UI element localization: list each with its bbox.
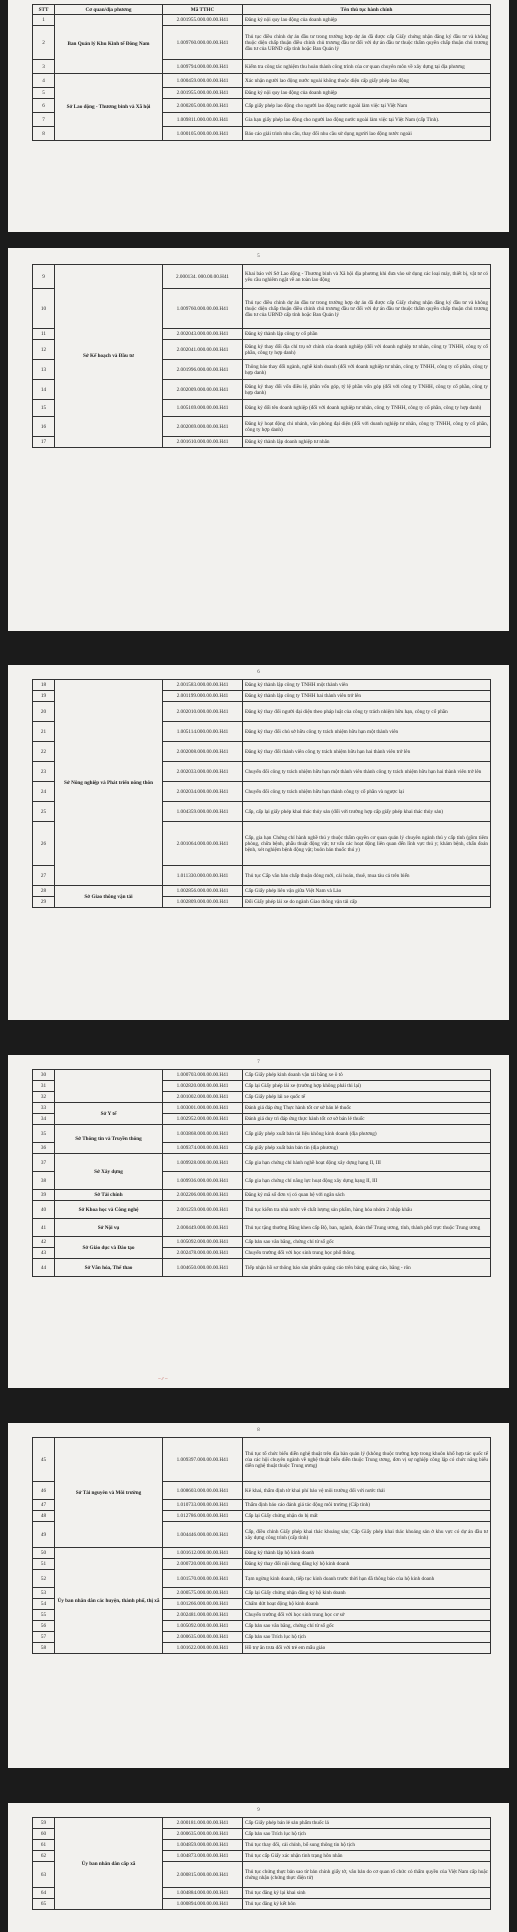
table-row <box>33 1259 491 1277</box>
row-stt: 1 <box>33 15 55 26</box>
row-stt: 32 <box>33 1092 55 1103</box>
row-stt: 53 <box>33 1588 55 1599</box>
row-name: Đăng ký thành lập công ty cổ phần <box>243 329 491 340</box>
row-name: Thủ tục điều chỉnh dự án đầu tư trong trường hợp dự án đã được cấp Giấy chứng nhận đăng ký đầu tư và không thuộc diện chấp thuận điều chỉnh chủ trương đầu tư đối với dự án đầu tư thuộc thẩm quyền chấp thuận chủ trương đầu tư của UBND cấp tỉnh hoặc Ban Quản lý <box>243 26 491 60</box>
row-name: Gia hạn giấy phép lao động cho người lao động nước ngoài làm việc tại Việt Nam (cấp Tỉnh). <box>243 113 491 127</box>
row-stt: 55 <box>33 1610 55 1621</box>
row-stt: 65 <box>33 1899 55 1910</box>
row-stt: 22 <box>33 742 55 762</box>
row-stt: 15 <box>33 400 55 417</box>
row-stt: 50 <box>33 1548 55 1559</box>
row-code: 2.002008.000.00.00.H41 <box>163 742 243 762</box>
row-agency: Sở Nội vụ <box>55 1219 163 1237</box>
row-code: 1.000105.000.00.00.H41 <box>163 127 243 141</box>
row-stt: 10 <box>33 289 55 329</box>
row-stt: 46 <box>33 1482 55 1500</box>
row-stt: 3 <box>33 60 55 74</box>
row-stt: 43 <box>33 1248 55 1259</box>
row-name: Kê khai, thẩm định tờ khai phí bảo vệ môi trường đối với nước thải <box>243 1482 491 1500</box>
row-name: Chấm dứt hoạt động hộ kinh doanh <box>243 1599 491 1610</box>
row-code: 1.002809.000.00.00.H41 <box>163 897 243 908</box>
row-name: Xác nhận người lao động nước ngoài không thuộc diện cấp giấy phép lao động <box>243 74 491 88</box>
row-code: 1.005169.000.00.00.H41 <box>163 400 243 417</box>
row-agency: Ủy ban nhân dân cấp xã <box>55 1818 163 1910</box>
row-name: Thủ tục thay đổi, cải chính, bổ sung thông tin hộ tịch <box>243 1840 491 1851</box>
row-stt: 38 <box>33 1172 55 1190</box>
row-agency: Sở Giao thông vận tải <box>55 886 163 908</box>
row-code: 1.000894.000.00.00.H41 <box>163 1899 243 1910</box>
row-name: Cấp bản sao Trích lục hộ tịch <box>243 1829 491 1840</box>
row-name: Thủ tục tặng thưởng Bằng khen cấp Bộ, ban, ngành, đoàn thể Trung ương, tỉnh, thành phố trực thuộc Trung ương <box>243 1219 491 1237</box>
row-code: 1.009928.000.00.00.H41 <box>163 1154 243 1172</box>
row-name: Kiểm tra công tác nghiệm thu hoàn thành công trình của cơ quan chuyên môn về xây dựng tại địa phương <box>243 60 491 74</box>
row-code: 2.002034.000.00.00.H41 <box>163 782 243 802</box>
procedures-table <box>32 264 491 448</box>
row-stt: 17 <box>33 437 55 448</box>
row-name: Tạm ngừng kinh doanh, tiếp tục kinh doanh trước thời hạn đã thông báo của hộ kinh doanh <box>243 1570 491 1588</box>
row-code: 1.004859.000.00.00.H41 <box>163 1840 243 1851</box>
row-stt: 16 <box>33 417 55 437</box>
row-stt: 28 <box>33 886 55 897</box>
row-code: 1.003868.000.00.00.H41 <box>163 1125 243 1143</box>
row-name: Cấp, điều chỉnh Giấy phép khai thác khoáng sản; Cấp Giấy phép khai thác khoáng sản ở khu vực có dự án đầu tư xây dựng công trình (cấp tỉnh) <box>243 1522 491 1548</box>
document-page <box>8 248 509 631</box>
row-stt: 23 <box>33 762 55 782</box>
procedures-table <box>32 4 491 141</box>
row-stt: 39 <box>33 1190 55 1201</box>
row-stt: 21 <box>33 722 55 742</box>
row-agency: Sở Tài chính <box>55 1190 163 1201</box>
row-stt: 20 <box>33 702 55 722</box>
row-code: 2.000449.000.00.00.H41 <box>163 1219 243 1237</box>
row-code: 2.001002.000.00.00.H41 <box>163 1092 243 1103</box>
procedures-table <box>32 679 491 908</box>
row-code: 1.004884.000.00.00.H41 <box>163 1888 243 1899</box>
row-code: 1.008603.000.00.00.H41 <box>163 1482 243 1500</box>
row-name: Thủ tục đăng ký lại khai sinh <box>243 1888 491 1899</box>
row-stt: 26 <box>33 822 55 866</box>
row-stt: 11 <box>33 329 55 340</box>
row-name: Chuyển đổi công ty trách nhiệm hữu hạn thành công ty cổ phần và ngược lại <box>243 782 491 802</box>
red-ink-mark: ~ ⁄⁄ ~ <box>158 1377 168 1382</box>
row-name: Đăng ký mã số đơn vị có quan hệ với ngân sách <box>243 1190 491 1201</box>
row-name: Đổi Giấy phép lái xe do ngành Giao thông vận tải cấp <box>243 897 491 908</box>
page-number: 8 <box>257 1428 260 1433</box>
row-code: 2.000134. 000.00.00.H41 <box>163 265 243 289</box>
row-code: 2.000575.000.00.00.H41 <box>163 1588 243 1599</box>
row-name: Đăng ký thay đổi vốn điều lệ, phần vốn góp, tỷ lệ phần vốn góp (đối với công ty TNHH, công ty cổ phần, công ty hợp danh) <box>243 380 491 400</box>
row-stt: 36 <box>33 1143 55 1154</box>
row-stt: 35 <box>33 1125 55 1143</box>
row-code: 1.004359.000.00.00.H41 <box>163 802 243 822</box>
row-stt: 48 <box>33 1511 55 1522</box>
row-stt: 62 <box>33 1851 55 1862</box>
row-name: Chuyển trường đối với học sinh trung học phổ thông. <box>243 1248 491 1259</box>
row-name: Thông báo thay đổi ngành, nghề kinh doanh (đối với doanh nghiệp tư nhân, công ty TNHH, công ty cổ phần, công ty hợp danh) <box>243 360 491 380</box>
row-name: Cấp, gia hạn Chứng chỉ hành nghề thú y thuộc thẩm quyền cơ quan quản lý chuyên ngành thú y cấp tỉnh (gồm tiêm phòng, chữa bệnh, phẫu thuật động vật; tư vấn các hoạt động liên quan đến lĩnh vực thú y; khám bệnh, chẩn đoán bệnh, xét nghiệm bệnh động vật; buôn bán thuốc thú y) <box>243 822 491 866</box>
row-code: 1.000459.000.00.00.H41 <box>163 74 243 88</box>
row-code: 2.001583.000.00.00.H41 <box>163 680 243 691</box>
row-stt: 4 <box>33 74 55 88</box>
row-stt: 54 <box>33 1599 55 1610</box>
row-stt: 59 <box>33 1818 55 1829</box>
row-code: 1.003001.000.00.00.H41 <box>163 1103 243 1114</box>
row-code: 2.002033.000.00.00.H41 <box>163 762 243 782</box>
row-code: 2.002009.000.00.00.H41 <box>163 380 243 400</box>
procedures-table <box>32 1437 491 1654</box>
row-agency <box>55 1070 163 1103</box>
row-stt: 37 <box>33 1154 55 1172</box>
row-code: 1.009811.000.00.00.H41 <box>163 113 243 127</box>
row-code: 1.001622.000.00.00.H41 <box>163 1643 243 1654</box>
row-code: 2.001955.000.00.00.H41 <box>163 15 243 26</box>
row-name: Đăng ký thành lập doanh nghiệp tư nhân <box>243 437 491 448</box>
row-stt: 56 <box>33 1621 55 1632</box>
row-stt: 41 <box>33 1219 55 1237</box>
row-stt: 12 <box>33 340 55 360</box>
row-stt: 44 <box>33 1259 55 1277</box>
row-code: 1.004650.000.00.00.H41 <box>163 1259 243 1277</box>
row-stt: 33 <box>33 1103 55 1114</box>
row-code: 1.012786.000.00.00.H41 <box>163 1511 243 1522</box>
row-name: Thủ tục Cấp văn bản chấp thuận đóng mới, cải hoán, thuê, mua tàu cá trên biển <box>243 866 491 886</box>
row-code: 1.001266.000.00.00.H41 <box>163 1599 243 1610</box>
table-row <box>33 1070 491 1081</box>
row-name: Cấp giấy phép lao động cho người lao động nước ngoài làm việc tại Việt Nam <box>243 99 491 113</box>
table-row <box>33 1438 491 1482</box>
row-name: Cấp gia hạn chứng chỉ hành nghề hoạt động xây dựng hạng II, III <box>243 1154 491 1172</box>
row-code: 1.004446.000.00.00.H41 <box>163 1522 243 1548</box>
page-number: 6 <box>257 670 260 675</box>
row-code: 1.010733.000.00.00.H41 <box>163 1500 243 1511</box>
procedures-table <box>32 1817 491 1910</box>
row-name: Cấp lại Giấy phép lái xe (trường hợp không phải thi lại) <box>243 1081 491 1092</box>
row-stt: 47 <box>33 1500 55 1511</box>
row-code: 2.002041.000.00.00.H41 <box>163 340 243 360</box>
row-stt: 40 <box>33 1201 55 1219</box>
row-code: 1.009397.000.00.00.H41 <box>163 1438 243 1482</box>
row-name: Cấp bản sao Trích lục hộ tịch <box>243 1632 491 1643</box>
row-name: Cấp bản sao văn bằng, chứng chỉ từ sổ gốc <box>243 1621 491 1632</box>
table-row <box>33 680 491 691</box>
table-row <box>33 1125 491 1143</box>
row-agency: Ủy ban nhân dân các huyện, thành phố, thị xã <box>55 1548 163 1654</box>
row-code: 2.002010.000.00.00.H41 <box>163 702 243 722</box>
row-stt: 29 <box>33 897 55 908</box>
table-row <box>33 15 491 26</box>
row-agency: Sở Tài nguyên và Môi trường <box>55 1438 163 1548</box>
row-name: Cấp Giấy phép liên vận giữa Việt Nam và Lào <box>243 886 491 897</box>
document-page <box>8 0 509 232</box>
row-agency: Sở Thông tin và Truyền thông <box>55 1125 163 1154</box>
row-name: Đăng ký hoạt động chi nhánh, văn phòng đại diện (đối với doanh nghiệp tư nhân, công ty TNHH, công ty cổ phần, công ty hợp danh) <box>243 417 491 437</box>
row-code: 1.009794.000.00.00.H41 <box>163 60 243 74</box>
row-stt: 61 <box>33 1840 55 1851</box>
row-code: 1.001612.000.00.00.H41 <box>163 1548 243 1559</box>
row-agency: Ban Quản lý Khu Kinh tế Đông Nam <box>55 15 163 74</box>
row-stt: 19 <box>33 691 55 702</box>
document-page <box>8 1803 509 1932</box>
row-name: Thủ tục kiểm tra nhà nước về chất lượng sản phẩm, hàng hóa nhóm 2 nhập khẩu <box>243 1201 491 1219</box>
row-name: Cấp bản sao văn bằng, chứng chỉ từ sổ gốc <box>243 1237 491 1248</box>
row-code: 2.000635.000.00.00.H41 <box>163 1829 243 1840</box>
row-stt: 27 <box>33 866 55 886</box>
row-name: Đăng ký thay đổi nội dung đăng ký hộ kinh doanh <box>243 1559 491 1570</box>
row-code: 2.002069.000.00.00.H41 <box>163 417 243 437</box>
row-stt: 52 <box>33 1570 55 1588</box>
row-code: 2.000720.000.00.00.H41 <box>163 1559 243 1570</box>
row-agency: Sở Xây dựng <box>55 1154 163 1190</box>
row-name: Đăng ký thành lập công ty TNHH một thành viên <box>243 680 491 691</box>
page-number: 9 <box>257 1808 260 1813</box>
table-row <box>33 886 491 897</box>
row-stt: 8 <box>33 127 55 141</box>
row-code: 1.011330.000.00.00.H41 <box>163 866 243 886</box>
row-code: 1.009374.000.00.00.H41 <box>163 1143 243 1154</box>
row-code: 1.000703.000.00.00.H41 <box>163 1070 243 1081</box>
row-code: 1.002952.000.00.00.H41 <box>163 1114 243 1125</box>
row-name: Đăng ký đổi tên doanh nghiệp (đối với doanh nghiệp tư nhân, công ty TNHH, công ty cổ phần, công ty hợp danh) <box>243 400 491 417</box>
row-code: 1.001570.000.00.00.H41 <box>163 1570 243 1588</box>
row-name: Thủ tục điều chỉnh dự án đầu tư trong trường hợp dự án đã được cấp Giấy chứng nhận đăng ký đầu tư và không thuộc diện chấp thuận điều chỉnh chủ trương đầu tư đối với dự án đầu tư thuộc thẩm quyền chấp thuận chủ trương đầu tư của UBND cấp tỉnh hoặc Ban Quản lý <box>243 289 491 329</box>
row-code: 1.009760.000.00.00.H41 <box>163 289 243 329</box>
row-stt: 25 <box>33 802 55 822</box>
row-name: Cấp, cấp lại giấy phép khai thác thủy sản (đối với trường hợp cấp giấy phép khai thác thủy sản) <box>243 802 491 822</box>
table-row <box>33 1219 491 1237</box>
row-stt: 57 <box>33 1632 55 1643</box>
row-code: 1.002820.000.00.00.H41 <box>163 1081 243 1092</box>
document-page <box>8 1423 509 1768</box>
row-name: Đăng ký thay đổi địa chỉ trụ sở chính của doanh nghiệp (đối với doanh nghiệp tư nhân, công ty TNHH, công ty cổ phần, công ty hợp danh) <box>243 340 491 360</box>
row-name: Đánh giá duy trì đáp ứng thực hành tốt cơ sở bán lẻ thuốc <box>243 1114 491 1125</box>
row-stt: 2 <box>33 26 55 60</box>
row-name: Đăng ký thay đổi người đại diện theo pháp luật của công ty trách nhiệm hữu hạn, công ty cổ phần <box>243 702 491 722</box>
row-name: Tiếp nhận hồ sơ thông báo sản phẩm quảng cáo trên bảng quảng cáo, băng - rôn <box>243 1259 491 1277</box>
row-agency: Sở Văn hóa, Thể thao <box>55 1259 163 1277</box>
row-name: Thủ tục đăng ký kết hôn <box>243 1899 491 1910</box>
row-name: Thủ tục tổ chức biểu diễn nghệ thuật trên địa bàn quản lý (không thuộc trường hợp trong khuôn khổ hợp tác quốc tế của các hội chuyên ngành về nghệ thuật biểu diễn thuộc Trung ương, đơn vị sự nghiệp công lập có chức năng biểu diễn nghệ thuật thuộc Trung ương) <box>243 1438 491 1482</box>
row-name: Đăng ký nội quy lao động của doanh nghiệp <box>243 15 491 26</box>
row-name: Đăng ký nội quy lao động của doanh nghiệp <box>243 88 491 99</box>
page-number: 5 <box>257 254 260 259</box>
row-stt: 58 <box>33 1643 55 1654</box>
row-name: Cấp Giấy phép bán lẻ sản phẩm thuốc lá <box>243 1818 491 1829</box>
row-name: Cấp Giấy phép kinh doanh vận tải bằng xe ô tô <box>243 1070 491 1081</box>
row-stt: 14 <box>33 380 55 400</box>
row-name: Khai báo với Sở Lao động - Thương binh và Xã hội địa phương khi đưa vào sử dụng các loại máy, thiết bị, vật tư có yêu cầu nghiêm ngặt về an toàn lao động <box>243 265 491 289</box>
row-code: 2.000205.000.00.00.H41 <box>163 99 243 113</box>
row-name: Báo cáo giải trình nhu cầu, thay đổi nhu cầu sử dụng người lao động nước ngoài <box>243 127 491 141</box>
table-row <box>33 1237 491 1248</box>
row-name: Thủ tục cấp Giấy xác nhận tình trạng hôn nhân <box>243 1851 491 1862</box>
row-code: 2.001955.000.00.00.H41 <box>163 88 243 99</box>
row-code: 1.009936.000.00.00.H41 <box>163 1172 243 1190</box>
header-code: Mã TTHC <box>163 5 243 15</box>
row-code: 2.001610.000.00.00.H41 <box>163 437 243 448</box>
row-agency: Sở Nông nghiệp và Phát triển nông thôn <box>55 680 163 886</box>
row-stt: 60 <box>33 1829 55 1840</box>
row-agency: Sở Giáo dục và Đào tạo <box>55 1237 163 1259</box>
row-stt: 13 <box>33 360 55 380</box>
row-name: Cấp giấy phép xuất bản tài liệu không kinh doanh (địa phương) <box>243 1125 491 1143</box>
row-code: 2.000181.000.00.00.H41 <box>163 1818 243 1829</box>
row-stt: 63 <box>33 1862 55 1888</box>
row-code: 1.005114.000.00.00.H41 <box>163 722 243 742</box>
table-row <box>33 1201 491 1219</box>
header-agency: Cơ quan/địa phương <box>55 5 163 15</box>
header-name: Tên thủ tục hành chính <box>243 5 491 15</box>
table-row <box>33 1818 491 1829</box>
document-page <box>8 1055 509 1388</box>
row-name: Đăng ký thành lập công ty TNHH hai thành viên trở lên <box>243 691 491 702</box>
row-name: Cấp Giấy phép lái xe quốc tế <box>243 1092 491 1103</box>
row-stt: 5 <box>33 88 55 99</box>
table-row <box>33 265 491 289</box>
row-name: Đăng ký thay đổi thành viên công ty trách nhiệm hữu hạn hai thành viên trở lên <box>243 742 491 762</box>
row-agency: Sở Y tế <box>55 1103 163 1125</box>
row-name: Thẩm định báo cáo đánh giá tác động môi trường (Cấp tỉnh) <box>243 1500 491 1511</box>
row-code: 2.002206.000.00.00.H41 <box>163 1190 243 1201</box>
row-code: 1.005092.000.00.00.H41 <box>163 1621 243 1632</box>
document-page <box>8 665 509 1020</box>
row-name: Chuyển trường đối với học sinh trung học cơ sở <box>243 1610 491 1621</box>
row-code: 2.001064.000.00.00.H41 <box>163 822 243 866</box>
row-name: Thủ tục chứng thực bản sao từ bản chính giấy tờ, văn bản do cơ quan tổ chức có thẩm quyền của Việt Nam cấp hoặc chứng nhận (chứng thực điện tử) <box>243 1862 491 1888</box>
row-code: 1.004873.000.00.00.H41 <box>163 1851 243 1862</box>
table-row <box>33 74 491 88</box>
row-code: 1.009760.000.00.00.H41 <box>163 26 243 60</box>
row-code: 1.002856.000.00.00.H41 <box>163 886 243 897</box>
row-name: Đánh giá đáp ứng Thực hành tốt cơ sở bán lẻ thuốc <box>243 1103 491 1114</box>
row-name: Cấp giấy phép xuất bản bản tin (địa phương) <box>243 1143 491 1154</box>
row-stt: 42 <box>33 1237 55 1248</box>
row-code: 1.005092.000.00.00.H41 <box>163 1237 243 1248</box>
row-stt: 51 <box>33 1559 55 1570</box>
row-code: 2.002043.000.00.00.H41 <box>163 329 243 340</box>
row-code: 2.000815.000.00.00.H41 <box>163 1862 243 1888</box>
row-stt: 34 <box>33 1114 55 1125</box>
row-code: 2.001199.000.00.00.H41 <box>163 691 243 702</box>
row-stt: 24 <box>33 782 55 802</box>
row-agency: Sở Kế hoạch và Đầu tư <box>55 265 163 448</box>
row-stt: 30 <box>33 1070 55 1081</box>
row-stt: 9 <box>33 265 55 289</box>
table-row <box>33 1154 491 1172</box>
row-code: 2.001259.000.00.00.H41 <box>163 1201 243 1219</box>
row-code: 2.002481.000.00.00.H41 <box>163 1610 243 1621</box>
row-code: 2.001996.000.00.00.H41 <box>163 360 243 380</box>
row-name: Cấp lại Giấy chứng nhận do bị mất <box>243 1511 491 1522</box>
row-agency: Sở Lao động - Thương binh và Xã hội <box>55 74 163 141</box>
row-name: Đăng ký thành lập hộ kinh doanh <box>243 1548 491 1559</box>
row-name: Đăng ký thay đổi chủ sở hữu công ty trách nhiệm hữu hạn một thành viên <box>243 722 491 742</box>
row-name: Hỗ trợ ăn trưa đối với trẻ em mẫu giáo <box>243 1643 491 1654</box>
row-code: 2.002478.000.00.00.H41 <box>163 1248 243 1259</box>
row-stt: 64 <box>33 1888 55 1899</box>
page-number: 7 <box>257 1060 260 1065</box>
row-name: Chuyển đổi công ty trách nhiệm hữu hạn một thành viên thành công ty trách nhiệm hữu hạn hai thành viên trở lên <box>243 762 491 782</box>
row-stt: 18 <box>33 680 55 691</box>
row-agency: Sở Khoa học và Công nghệ <box>55 1201 163 1219</box>
table-row <box>33 1103 491 1114</box>
row-stt: 49 <box>33 1522 55 1548</box>
row-stt: 7 <box>33 113 55 127</box>
procedures-table <box>32 1069 491 1277</box>
row-code: 2.000635.000.00.00.H41 <box>163 1632 243 1643</box>
row-name: Cấp gia hạn chứng chỉ năng lực hoạt động xây dựng hạng II, III <box>243 1172 491 1190</box>
row-stt: 31 <box>33 1081 55 1092</box>
row-stt: 45 <box>33 1438 55 1482</box>
row-stt: 6 <box>33 99 55 113</box>
row-name: Cấp lại Giấy chứng nhận đăng ký hộ kinh doanh <box>243 1588 491 1599</box>
table-row <box>33 1548 491 1559</box>
header-stt: STT <box>33 5 55 15</box>
table-row <box>33 1190 491 1201</box>
